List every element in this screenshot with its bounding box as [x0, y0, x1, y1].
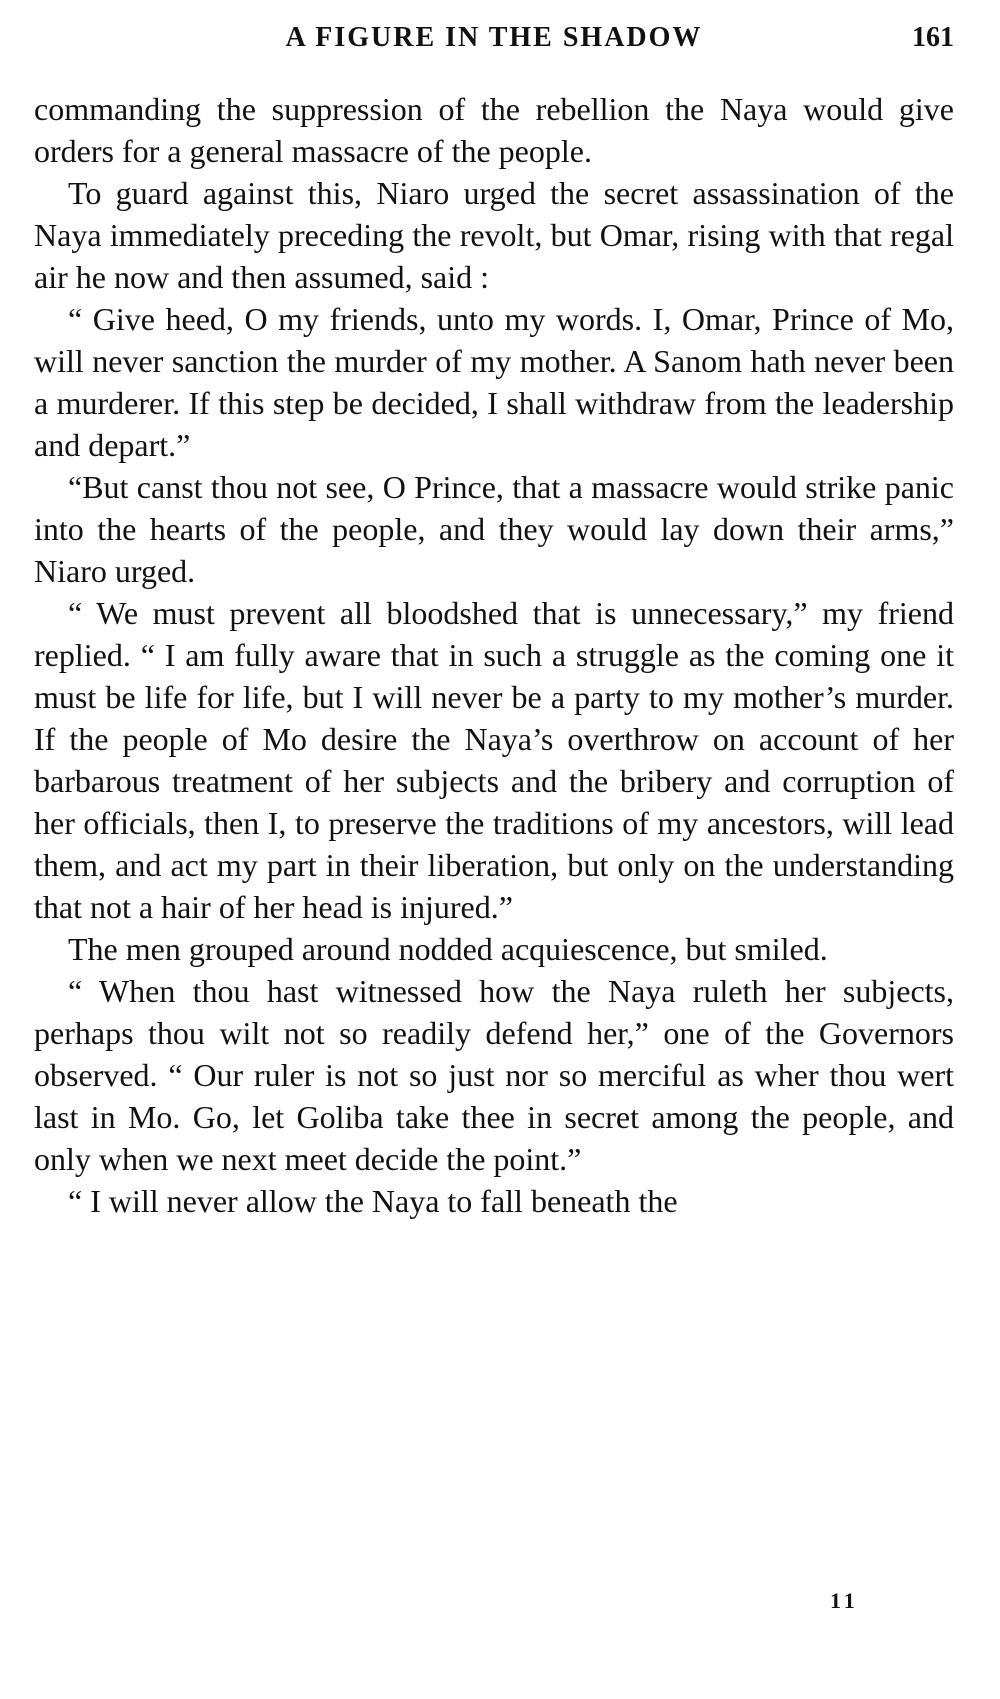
- paragraph: “But canst thou not see, O Prince, that a massacre would strike panic into the hearts of the people, and they would lay down their arms,” Niaro urged.: [34, 469, 954, 589]
- paragraph: “ We must prevent all bloodshed that is unnecessary,” my friend replied. “ I am fully aware that in such a struggle as the coming one it must be life for life, but I will never be a party to my mother’s murder. If the people of Mo desire the Naya’s overthrow on account of her barbarous treatment of her subjects and the bribery and corruption of her officials, then I, to preserve the traditions of my ancestors, will lead them, and act my part in their liberation, but only on the understanding that not a hair of her head is injured.”: [34, 595, 954, 925]
- running-title: A FIGURE IN THE SHADOW: [285, 22, 703, 53]
- paragraph: “ I will never allow the Naya to fall beneath the: [68, 1183, 678, 1219]
- paragraph: commanding the suppression of the rebellion the Naya would give orders for a general massacre of the people.: [34, 91, 954, 169]
- page-header: [34, 18, 954, 58]
- paragraph: To guard against this, Niaro urged the secret assassination of the Naya immediately preceding the revolt, but Omar, rising with that regal air he now and then assumed, said :: [34, 175, 954, 295]
- paragraph: “ When thou hast witnessed how the Naya ruleth her subjects, perhaps thou wilt not so readily defend her,” one of the Governors observed. “ Our ruler is not so just nor so merciful as wher thou wert last in Mo. Go, let Goliba take thee in secret among the people, and only when we next meet decide the point.”: [34, 973, 954, 1177]
- page-number: 161: [912, 22, 954, 53]
- paragraph: The men grouped around nodded acquiescence, but smiled.: [68, 931, 828, 967]
- signature-mark: 11: [830, 1588, 859, 1613]
- body-text: [34, 88, 954, 1222]
- paragraph: “ Give heed, O my friends, unto my words. I, Omar, Prince of Mo, will never sanction the murder of my mother. A Sanom hath never been a murderer. If this step be decided, I shall withdraw from the leadership and depart.”: [34, 301, 954, 463]
